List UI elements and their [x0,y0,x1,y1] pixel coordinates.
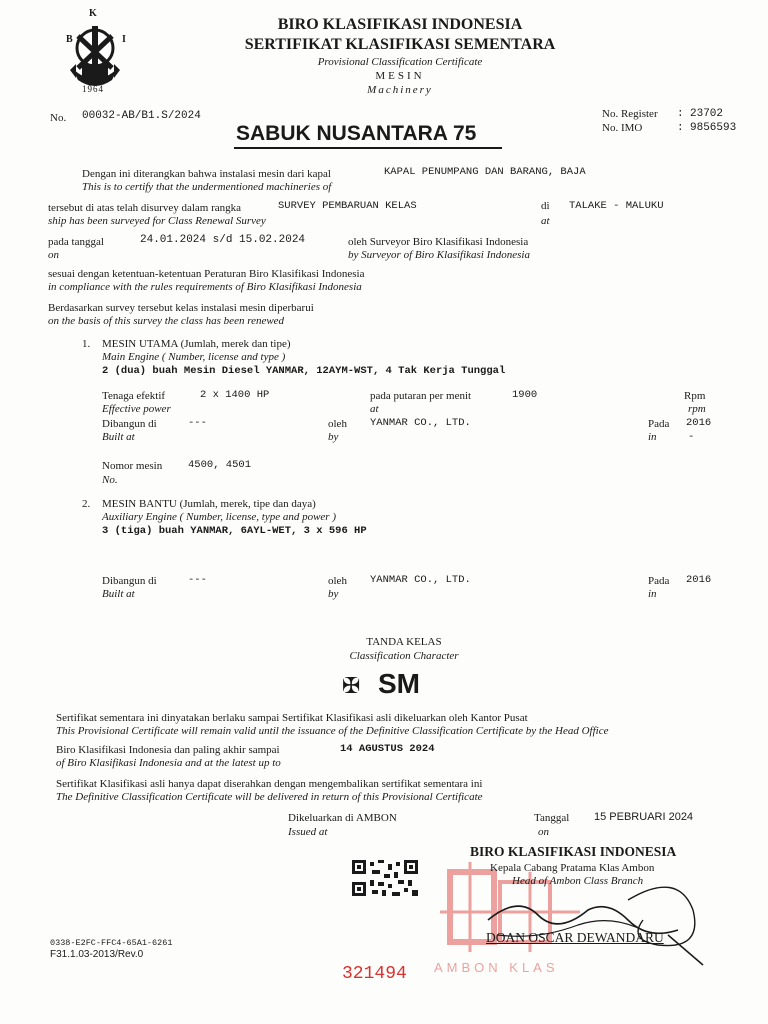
serial-number: 321494 [342,964,407,984]
aux-by-label: oleh [328,575,347,587]
validity-line2: Biro Klasifikasi Indonesia dan paling akhir sampai [56,744,280,756]
aux-year: 2016 [686,574,712,586]
main-builder: YANMAR CO., LTD. [370,417,471,429]
main-by-label-en: by [328,431,339,443]
issued-date: 15 PEBRUARI 2024 [594,811,694,823]
valid-until-date: 14 AGUSTUS 2024 [340,743,435,755]
signatory-name: DOAN OSCAR DEWANDARU [486,930,664,945]
power-label-en: Effective power [102,403,171,415]
aux-engine-title: MESIN BANTU (Jumlah, merek, tipe dan daya) [102,498,316,510]
validity-line2-en: of Biro Klasifikasi Indonesia and at the latest up to [56,757,281,769]
validity-line1-en: This Provisional Certificate will remain valid until the issuance of the Definitive Classification Certificate by the Head Office [56,725,609,737]
renewed-text-en: on the basis of this survey the class has been renewed [48,315,285,327]
handwritten-signature [478,880,718,970]
category: MESIN [375,70,425,82]
doc-no-label: No. [50,112,67,124]
main-built-value: --- [188,417,207,429]
aux-engine-value: 3 (tiga) buah YANMAR, 6AYL-WET, 3 x 596 HP [102,525,367,537]
rpm-unit-en: rpm [688,403,706,415]
at-label-en: at [541,215,550,227]
org-title: BIRO KLASIFIKASI INDONESIA [277,16,523,33]
logo-letter-b: B [66,34,73,45]
survey-date-range: 24.01.2024 s/d 15.02.2024 [140,234,306,246]
aux-builder: YANMAR CO., LTD. [370,574,471,586]
imo-value: 9856593 [690,122,737,134]
rpm-label: pada putaran per menit [370,390,472,402]
stamp-text: AMBON KLAS [434,960,559,975]
logo-letter-k: K [89,8,97,19]
signature-org: BIRO KLASIFIKASI INDONESIA [470,844,677,859]
class-character: SM [378,668,420,699]
serial-label: Nomor mesin [102,460,163,472]
category-en: Machinery [367,84,433,96]
ship-name-underline [234,147,502,149]
main-engine-num: 1. [82,338,91,350]
aux-built-label: Dibangun di [102,575,157,587]
ship-name: SABUK NUSANTARA 75 [236,122,477,145]
issued-place: Dikeluarkan di AMBON [288,812,397,824]
register-label: No. Register [602,108,658,120]
compliance-text-en: in compliance with the rules requirements of Biro Klasifikasi Indonesia [48,281,362,293]
aux-built-label-en: Built at [102,588,135,600]
class-label-en: Classification Character [349,650,459,662]
rpm-label-en: at [370,403,379,415]
vessel-type: KAPAL PENUMPANG DAN BARANG, BAJA [384,166,586,178]
location: TALAKE - MALUKU [569,200,664,212]
main-built-label-en: Built at [102,431,135,443]
signature-role-en: Head of Ambon Class Branch [512,875,644,887]
by-surveyor-en: by Surveyor of Biro Klasifikasi Indonesia [348,249,530,261]
issued-date-label: Tanggal [534,812,570,824]
maltese-cross-icon: ✠ [342,673,361,698]
date-label-en: on [48,249,59,261]
validity-line3-en: The Definitive Classification Certificate will be delivered in return of this Provisional Certificate [56,791,483,803]
surveyed-text-en: ship has been surveyed for Class Renewal Survey [48,215,266,227]
validity-line1: Sertifikat sementara ini dinyatakan berlaku sampai Sertifikat Klasifikasi asli dikeluarkan oleh Kantor Pusat [56,712,528,724]
class-label: TANDA KELAS [366,636,442,648]
signature-role: Kepala Cabang Pratama Klas Ambon [490,862,655,874]
at-label: di [541,200,550,212]
main-built-label: Dibangun di [102,418,157,430]
bki-logo [60,8,130,98]
document-hash: 0338-E2FC-FFC4-65A1-6261 [50,938,173,948]
power-label: Tenaga efektif [102,390,166,402]
main-in-label-en: in [648,431,657,443]
validity-line3: Sertifikat Klasifikasi asli hanya dapat diserahkan dengan mengembalikan sertifikat sementara ini [56,778,483,790]
main-engine-title: MESIN UTAMA (Jumlah, merek dan tipe) [102,338,291,350]
main-engine-value: 2 (dua) buah Mesin Diesel YANMAR, 12AYM-WST, 4 Tak Kerja Tunggal [102,365,506,377]
serial-value: 4500, 4501 [188,459,252,471]
surveyed-text: tersebut di atas telah disurvey dalam rangka [48,202,242,214]
doc-no-value: 00032-AB/B1.S/2024 [82,110,201,122]
aux-engine-title-en: Auxiliary Engine ( Number, license, type and power ) [102,511,337,523]
main-engine-title-en: Main Engine ( Number, license and type ) [102,351,286,363]
register-value: 23702 [690,108,724,120]
aux-by-label-en: by [328,588,339,600]
issued-date-label-en: on [538,826,549,838]
main-by-label: oleh [328,418,347,430]
issued-place-en: Issued at [288,826,328,838]
form-code: F31.1.03-2013/Rev.0 [50,949,144,960]
aux-in-label: Pada [648,575,670,587]
aux-engine-num: 2. [82,498,91,510]
qr-code [352,860,418,896]
power-value: 2 x 1400 HP [200,389,270,401]
rpm-value: 1900 [512,389,538,401]
main-in-label: Pada [648,418,670,430]
main-year-extra: - [688,431,695,443]
logo-year: 1964 [82,84,104,94]
imo-label: No. IMO [602,122,643,134]
register-colon: : [677,108,684,120]
cert-title-en: Provisional Classification Certificate [317,56,483,68]
certify-text-en: This is to certify that the undermentioned machineries of [82,181,332,193]
cert-title: SERTIFIKAT KLASIFIKASI SEMENTARA [244,36,556,53]
rpm-unit: Rpm [684,390,706,402]
certify-text: Dengan ini diterangkan bahwa instalasi mesin dari kapal [82,168,331,180]
logo-letter-i: I [122,34,126,45]
main-year: 2016 [686,417,712,429]
aux-built-value: --- [188,574,207,586]
serial-label-en: No. [102,474,118,486]
survey-type: SURVEY PEMBARUAN KELAS [278,200,417,212]
renewed-text: Berdasarkan survey tersebut kelas instalasi mesin diperbarui [48,302,314,314]
aux-in-label-en: in [648,588,657,600]
compliance-text: sesuai dengan ketentuan-ketentuan Peraturan Biro Klasifikasi Indonesia [48,268,365,280]
date-label: pada tanggal [48,236,104,248]
by-surveyor: oleh Surveyor Biro Klasifikasi Indonesia [348,236,529,248]
imo-colon: : [677,122,684,134]
